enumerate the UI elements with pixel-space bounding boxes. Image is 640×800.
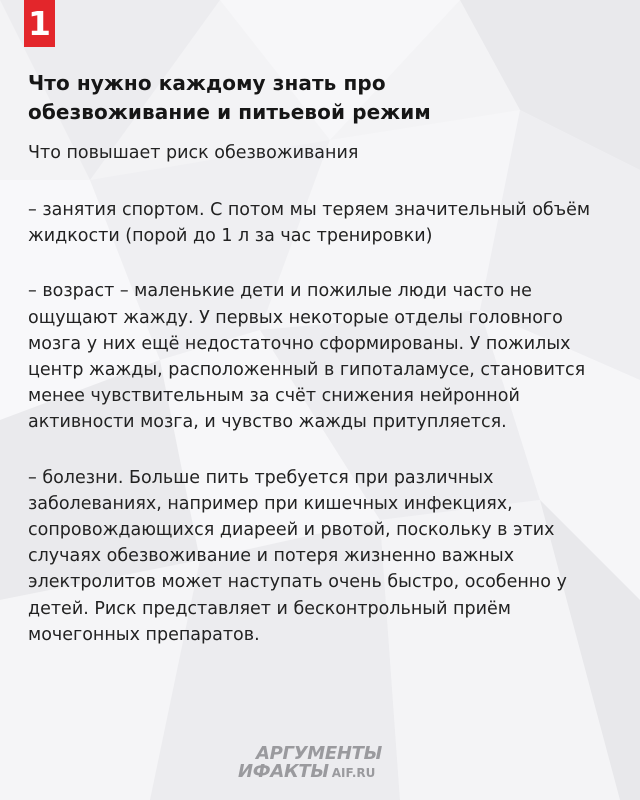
page-title: Что нужно каждому знать про обезвоживание и питьевой режим xyxy=(28,71,431,124)
brand-logo xyxy=(238,743,408,787)
article-content xyxy=(28,69,628,648)
logo-line-2-text: ИФАКТЫ xyxy=(238,761,329,782)
paragraph-diseases: – болезни. Больше пить требуется при различных заболеваниях, например при кишечных инфекциях, сопровождающихся диареей и рвотой, поскольку в этих случаях обезвоживание и потеря жизненно важных электролитов может наступать очень быстро, особенно у детей. Риск представляет и бесконтрольный приём мочегонных препаратов. xyxy=(28,467,567,645)
logo-site: AIF.RU xyxy=(331,766,376,780)
paragraph-age: – возраст – маленькие дети и пожилые люди часто не ощущают жажду. У первых некоторые отделы головного мозга у них ещё недостаточно сформированы. У пожилых центр жажды, расположенный в гипоталамусе, становится менее чувствительным за счёт снижения нейронной активности мозга, и чувство жажды притупляется. xyxy=(28,281,586,433)
section-subtitle: Что повышает риск обезвоживания xyxy=(28,143,359,163)
logo-line-2 xyxy=(238,761,375,782)
logo-line-1: АРГУМЕНТЫ xyxy=(256,743,382,764)
paragraph-sport: – занятия спортом. С потом мы теряем значительный объём жидкости (порой до 1 л за час тренировки) xyxy=(28,200,591,247)
page-number-badge: 1 xyxy=(24,0,55,47)
